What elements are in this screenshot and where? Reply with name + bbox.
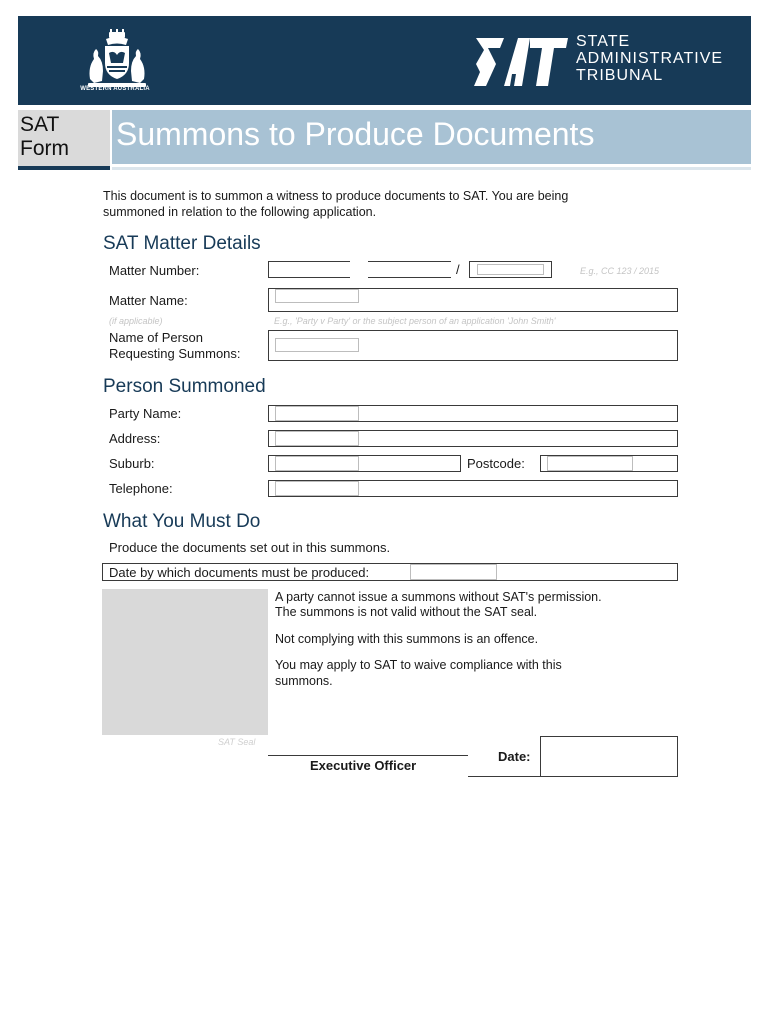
party-name-cell: [275, 406, 359, 421]
telephone-cell: [275, 481, 359, 496]
address-label: Address:: [109, 431, 161, 446]
postcode-cell: [547, 456, 633, 471]
note-line-3: Not complying with this summons is an offence.: [275, 632, 539, 646]
signature-date-field[interactable]: [540, 736, 678, 777]
intro-line-2: summoned in relation to the following application.: [103, 205, 377, 219]
party-name-field[interactable]: [268, 405, 678, 422]
requester-name-cell: [275, 338, 359, 352]
address-cell: [275, 431, 359, 446]
what-you-must-do-heading: What You Must Do: [103, 511, 261, 532]
sat-seal-area: [102, 589, 268, 735]
suburb-label: Suburb:: [109, 456, 155, 471]
requester-name-field[interactable]: [268, 330, 678, 361]
form-label-line-2: Form: [20, 137, 69, 160]
postcode-field[interactable]: [540, 455, 678, 472]
suburb-field[interactable]: [268, 455, 461, 472]
matter-number-hint: E.g., CC 123 / 2015: [580, 266, 660, 276]
note-line-1: A party cannot issue a summons without SAT's permission.: [275, 590, 602, 604]
crest-caption: WESTERN AUSTRALIA: [80, 86, 150, 92]
sat-seal-caption: SAT Seal: [218, 737, 256, 747]
matter-name-label: Matter Name:: [109, 293, 188, 308]
note-line-2: The summons is not valid without the SAT seal.: [275, 605, 538, 619]
matter-name-hint: E.g., 'Party v Party' or the subject person of an application 'John Smith': [274, 316, 556, 326]
telephone-field[interactable]: [268, 480, 678, 497]
matter-name-optional-note: (if applicable): [109, 316, 163, 326]
matter-number-prefix-field[interactable]: [268, 261, 350, 278]
tribunal-name-line-2: ADMINISTRATIVE: [576, 50, 724, 67]
party-name-label: Party Name:: [109, 406, 182, 421]
date-label: Date:: [498, 749, 531, 764]
production-date-label: Date by which documents must be produced:: [109, 565, 370, 580]
matter-year-cell: [477, 264, 544, 275]
production-date-row: [102, 563, 678, 581]
telephone-label: Telephone:: [109, 481, 173, 496]
production-date-field[interactable]: [410, 564, 497, 580]
requester-label-line-1: Name of Person: [109, 330, 203, 345]
matter-number-label: Matter Number:: [109, 263, 200, 278]
must-do-instruction: Produce the documents set out in this summons.: [109, 540, 391, 555]
matter-number-field[interactable]: [368, 261, 451, 278]
form-label-line-1: SAT: [20, 113, 60, 136]
note-line-4: You may apply to SAT to waive compliance with this: [275, 658, 562, 672]
person-summoned-heading: Person Summoned: [103, 376, 266, 397]
matter-name-field[interactable]: [268, 288, 678, 312]
matter-details-heading: SAT Matter Details: [103, 233, 261, 254]
postcode-label: Postcode:: [467, 456, 525, 471]
matter-number-separator: /: [456, 262, 460, 277]
matter-year-field[interactable]: [469, 261, 552, 278]
form-label-underline: [18, 166, 110, 170]
title-underline: [112, 167, 751, 170]
page-title: Summons to Produce Documents: [116, 116, 595, 152]
sat-logo-icon: [474, 34, 568, 90]
suburb-cell: [275, 456, 359, 471]
requester-label-line-2: Requesting Summons:: [109, 346, 241, 361]
address-field[interactable]: [268, 430, 678, 447]
tribunal-name-line-1: STATE: [576, 33, 631, 50]
note-line-5: summons.: [275, 674, 333, 688]
tribunal-name: [576, 33, 723, 84]
tribunal-name-line-3: TRIBUNAL: [576, 67, 664, 84]
executive-officer-label: Executive Officer: [310, 758, 417, 773]
matter-name-cell: [275, 289, 359, 303]
signature-line: [268, 755, 468, 756]
intro-line-1: This document is to summon a witness to produce documents to SAT. You are being: [103, 189, 569, 203]
date-underline: [468, 776, 541, 777]
